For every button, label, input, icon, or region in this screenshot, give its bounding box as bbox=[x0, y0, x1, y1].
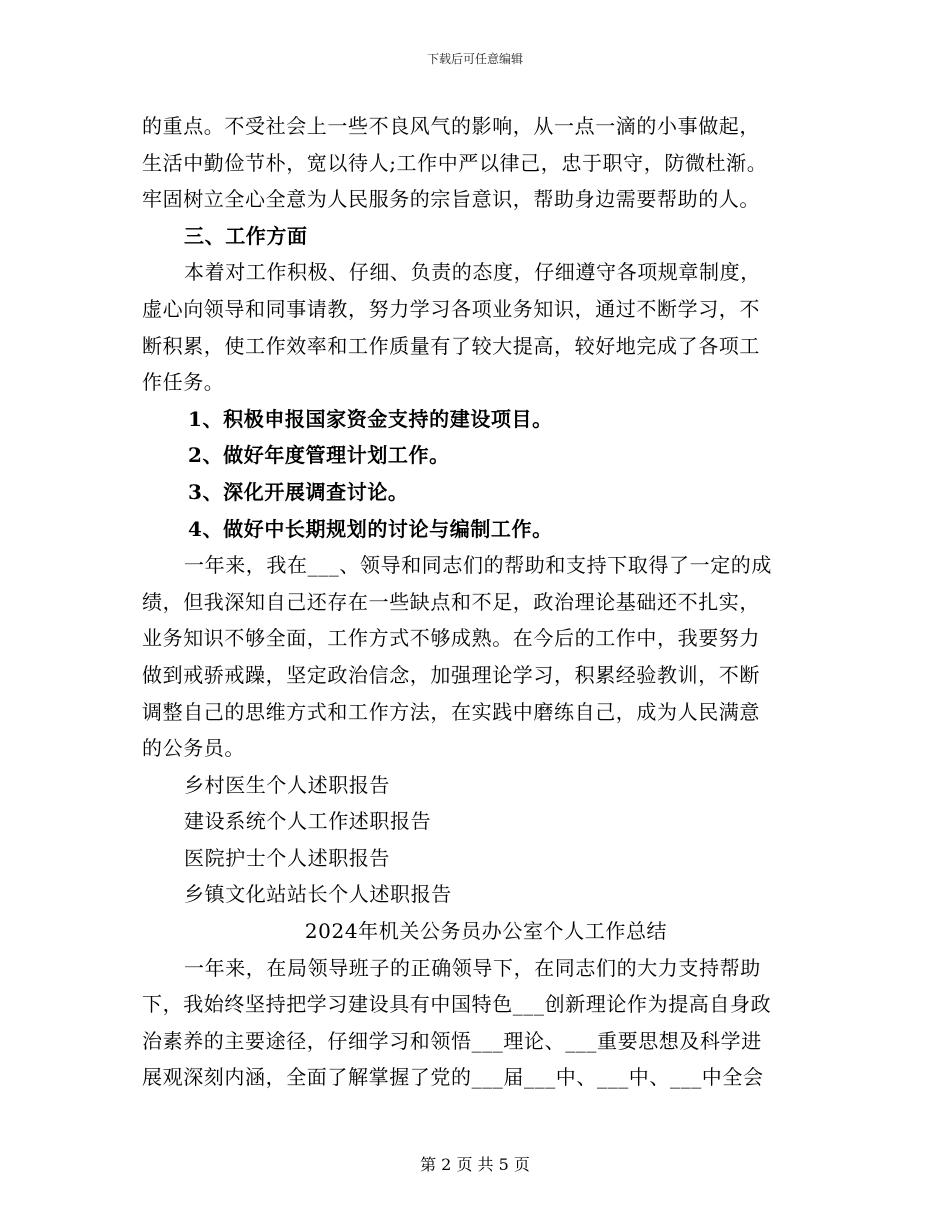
paragraph-line: 虚心向领导和同事请教，努力学习各项业务知识，通过不断学习，不 bbox=[142, 296, 760, 321]
paragraph-line: 一年来，在局领导班子的正确领导下，在同志们的大力支持帮助 bbox=[184, 955, 761, 980]
related-link: 医院护士个人述职报告 bbox=[184, 845, 390, 870]
paragraph-line: 生活中勤俭节朴，宽以待人;工作中严以律己，忠于职守，防微杜渐。 bbox=[142, 150, 768, 175]
paragraph-line: 断积累，使工作效率和工作质量有了较大提高，较好地完成了各项工 bbox=[142, 333, 760, 358]
document-body bbox=[142, 108, 810, 1096]
page-header: 下载后可任意编辑 bbox=[426, 52, 523, 66]
paragraph-line: 治素养的主要途径，仔细学习和领悟___理论、___重要思想及科学进 bbox=[142, 1028, 762, 1053]
paragraph-line: 下，我始终坚持把学习建设具有中国特色___创新理论作为提高自身政 bbox=[142, 992, 772, 1017]
section-heading: 三、工作方面 bbox=[184, 223, 308, 248]
paragraph-line: 做到戒骄戒躁，坚定政治信念，加强理论学习，积累经验教训，不断 bbox=[142, 662, 760, 687]
document-title: 2024年机关公务员办公室个人工作总结 bbox=[304, 919, 668, 944]
list-item: 3、深化开展调查讨论。 bbox=[188, 479, 409, 504]
paragraph-line: 绩，但我深知自己还存在一些缺点和不足，政治理论基础还不扎实， bbox=[142, 589, 760, 614]
paragraph-line: 作任务。 bbox=[142, 370, 225, 395]
list-item: 2、做好年度管理计划工作。 bbox=[188, 443, 450, 468]
related-link: 乡镇文化站站长个人述职报告 bbox=[184, 882, 452, 907]
paragraph-line: 的重点。不受社会上一些不良风气的影响，从一点一滴的小事做起， bbox=[142, 114, 760, 138]
list-item: 4、做好中长期规划的讨论与编制工作。 bbox=[188, 516, 553, 541]
paragraph-line: 一年来，我在___、领导和同志们的帮助和支持下取得了一定的成 bbox=[184, 553, 772, 578]
related-link: 乡村医生个人述职报告 bbox=[184, 772, 390, 797]
paragraph-line: 业务知识不够全面，工作方式不够成熟。在今后的工作中，我要努力 bbox=[142, 626, 760, 651]
paragraph-line: 本着对工作积极、仔细、负责的态度，仔细遵守各项规章制度， bbox=[184, 260, 761, 285]
paragraph-line: 的公务员。 bbox=[142, 736, 245, 761]
related-link: 建设系统个人工作述职报告 bbox=[184, 809, 432, 834]
list-item: 1、积极申报国家资金支持的建设项目。 bbox=[188, 406, 553, 431]
paragraph-line: 调整自己的思维方式和工作方法，在实践中磨练自己，成为人民满意 bbox=[142, 699, 760, 724]
paragraph-line: 展观深刻内涵，全面了解掌握了党的___届___中、___中、___中全会 bbox=[142, 1065, 764, 1090]
paragraph-line: 牢固树立全心全意为人民服务的宗旨意识，帮助身边需要帮助的人。 bbox=[142, 187, 760, 212]
page-footer: 第 2 页 共 5 页 bbox=[420, 1155, 530, 1174]
